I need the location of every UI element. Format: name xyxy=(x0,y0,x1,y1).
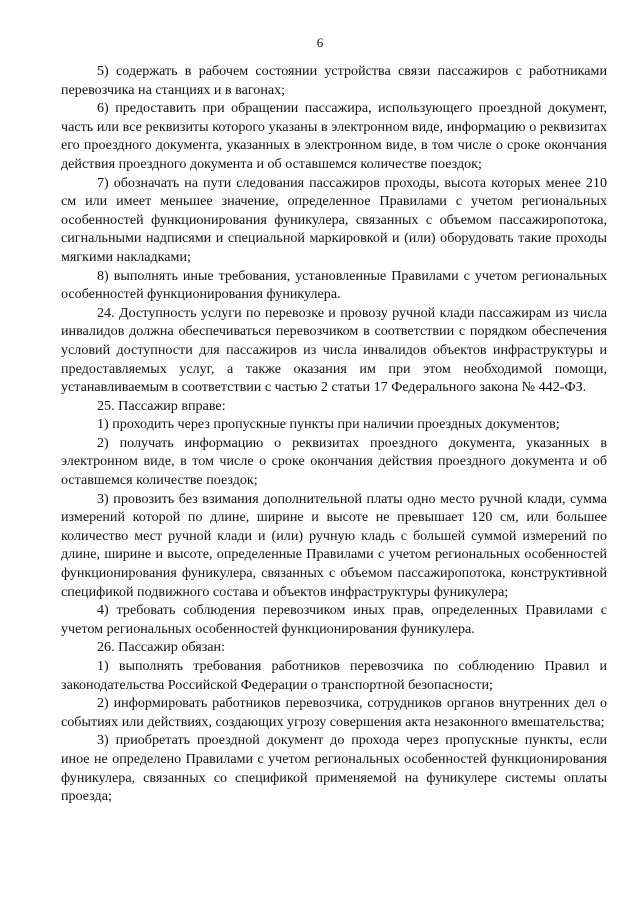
paragraph-25-2: 2) получать информацию о реквизитах проездного документа, указанных в электронном виде, в том числе о сроке окончания действия проездного документа и об оставшемся количестве поездок; xyxy=(61,434,607,489)
paragraph-23-8: 8) выполнять иные требования, установленные Правилами с учетом региональных особенностей функционирования фуникулера. xyxy=(61,267,607,303)
paragraph-23-6: 6) предоставить при обращении пассажира, использующего проездной документ, часть или все реквизиты которого указаны в электронном виде, информацию о реквизитах его проездного документа, указанных в электронном виде, в том числе о сроке окончания действия проездного документа и об оставшемся количестве поездок; xyxy=(61,100,607,172)
paragraph-26-2: 2) информировать работников перевозчика, сотрудников органов внутренних дел о событиях или действиях, создающих угрозу совершения акта незаконного вмешательства; xyxy=(61,695,607,730)
document-body xyxy=(61,62,607,806)
paragraph-24: 24. Доступность услуги по перевозке и провозу ручной клади пассажирам из числа инвалидов должна обеспечиваться перевозчиком в соответствии с порядком обеспечения условий доступности для пассажиров из числа инвалидов объектов инфраструктуры и предоставляемых услуг, а также оказания им при этом необходимой помощи, устанавливаемым в соответствии с частью 2 статьи 17 Федерального закона № 442-ФЗ. xyxy=(61,304,607,396)
paragraph-25-1: 1) проходить через пропускные пункты при наличии проездных документов; xyxy=(97,416,560,433)
paragraph-25-4: 4) требовать соблюдения перевозчиком иных прав, определенных Правилами с учетом региональных особенностей функционирования фуникулера. xyxy=(61,602,607,637)
paragraph-23-5: 5) содержать в рабочем состоянии устройства связи пассажиров с работниками перевозчика на станциях и в вагонах; xyxy=(61,63,607,98)
paragraph-26-1: 1) выполнять требования работников перевозчика по соблюдению Правил и законодательства Российской Федерации о транспортной безопасности; xyxy=(61,658,607,693)
paragraph-26-heading: 26. Пассажир обязан: xyxy=(97,639,225,656)
paragraph-25-heading: 25. Пассажир вправе: xyxy=(97,397,226,414)
paragraph-25-3: 3) провозить без взимания дополнительной платы одно место ручной клади, сумма измерений которой по длине, ширине и высоте не превышает 120 см, или большее количество мест ручной клади и (или) ручную кладь с большей суммой измерений по длине, ширине и высоте, определенные Правилами с учетом региональных особенностей функционирования фуникулера, связанных с объемом пассажиропотока, конструктивной спецификой подвижного состава и объектов инфраструктуры фуникулера; xyxy=(61,490,607,600)
page-number: 6 xyxy=(316,35,324,50)
paragraph-23-7: 7) обозначать на пути следования пассажиров проходы, высота которых менее 210 см или имеет меньшее значение, определенное Правилами с учетом региональных особенностей функционирования фуникулера, связанных с объемом пассажиропотока, сигнальными надписями и специальной маркировкой и (или) оборудовать такие проходы мягкими накладками; xyxy=(61,174,607,265)
paragraph-26-3: 3) приобретать проездной документ до прохода через пропускные пункты, если иное не определено Правилами с учетом региональных особенностей функционирования фуникулера, связанных со спецификой применяемой на фуникулере системы оплаты проезда; xyxy=(61,732,607,805)
